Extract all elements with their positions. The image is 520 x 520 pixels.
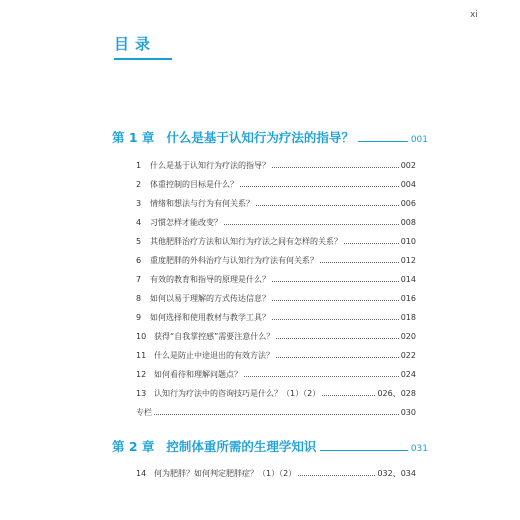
entry-leader <box>256 205 399 206</box>
entry-title: 情绪和想法与行为有何关系？ <box>150 199 254 208</box>
toc-entry-3[interactable] <box>136 198 416 209</box>
entry-leader <box>272 281 399 282</box>
entry-number: 9 <box>136 313 142 322</box>
entry-page: 016 <box>400 294 416 303</box>
entry-number: 7 <box>136 275 142 284</box>
entry-page: 002 <box>400 161 416 170</box>
entry-page: 010 <box>400 237 416 246</box>
toc-entry-7[interactable] <box>136 274 416 285</box>
entry-page: 008 <box>400 218 416 227</box>
toc-entry-9[interactable] <box>136 312 416 323</box>
entry-title: 其他肥胖治疗方法和认知行为疗法之间有怎样的关系？ <box>150 237 342 246</box>
entry-leader <box>240 186 399 187</box>
entry-number: 4 <box>136 218 142 227</box>
chapter-page: 031 <box>410 444 428 454</box>
entry-number: 11 <box>136 351 147 360</box>
toc-entry-14[interactable] <box>136 468 416 479</box>
entry-page: 004 <box>400 180 416 189</box>
chapter-label: 第 1 章 <box>112 130 155 145</box>
entry-leader <box>276 357 399 358</box>
toc-entry-12[interactable] <box>136 369 416 380</box>
chapter-title: 什么是基于认知行为疗法的指导？ <box>166 130 354 145</box>
entry-page: 014 <box>400 275 416 284</box>
toc-entry-column[interactable] <box>136 407 416 418</box>
entry-page: 026、028 <box>377 389 416 398</box>
chapter-1-heading[interactable] <box>112 128 428 146</box>
entry-page: 012 <box>400 256 416 265</box>
entry-leader <box>320 262 399 263</box>
toc-entry-1[interactable] <box>136 160 416 171</box>
entry-title: 认知行为疗法中的咨询技巧是什么？（1）（2） <box>154 389 321 398</box>
entry-number: 8 <box>136 294 142 303</box>
toc-entry-8[interactable] <box>136 293 416 304</box>
entry-number: 13 <box>136 389 147 398</box>
toc-title: 目录 <box>114 35 157 53</box>
entry-title: 如何以易于理解的方式传达信息？ <box>150 294 270 303</box>
entry-title: 什么是基于认知行为疗法的指导？ <box>150 161 270 170</box>
entry-number: 3 <box>136 199 142 208</box>
entry-number: 5 <box>136 237 142 246</box>
entry-number: 1 <box>136 161 142 170</box>
toc-entry-4[interactable] <box>136 217 416 228</box>
toc-entry-5[interactable] <box>136 236 416 247</box>
entry-page: 018 <box>400 313 416 322</box>
entry-leader <box>224 224 399 225</box>
entry-number: 2 <box>136 180 142 189</box>
entry-title: 重度肥胖的外科治疗与认知行为疗法有何关系？ <box>150 256 318 265</box>
entry-number: 6 <box>136 256 142 265</box>
entry-title: 如何选择和使用教材与教学工具？ <box>150 313 270 322</box>
chapter-2-heading[interactable] <box>112 437 428 455</box>
entry-number: 10 <box>136 332 147 341</box>
chapter-title: 控制体重所需的生理学知识 <box>166 439 317 454</box>
entry-number: 12 <box>136 370 147 379</box>
entry-page: 024 <box>400 370 416 379</box>
toc-entry-10[interactable] <box>136 331 416 342</box>
entry-page: 032、034 <box>377 469 416 478</box>
entry-page: 020 <box>400 332 416 341</box>
chapter-page: 001 <box>410 135 428 145</box>
entry-page: 022 <box>400 351 416 360</box>
entry-title: 如何看待和理解问题点？ <box>154 370 242 379</box>
entry-leader <box>344 243 399 244</box>
entry-title: 获得“自我掌控感”需要注意什么？ <box>154 332 275 341</box>
entry-leader <box>272 167 399 168</box>
entry-leader <box>154 414 399 415</box>
entry-leader <box>272 300 399 301</box>
toc-entry-6[interactable] <box>136 255 416 266</box>
entry-title: 何为肥胖？如何判定肥胖症？（1）（2） <box>154 469 297 478</box>
entry-leader <box>322 395 375 396</box>
toc-entry-2[interactable] <box>136 179 416 190</box>
entry-leader <box>272 319 399 320</box>
entry-leader <box>244 376 399 377</box>
entry-number: 14 <box>136 469 147 478</box>
entry-title: 有效的教育和指导的原理是什么？ <box>150 275 270 284</box>
entry-title: 体重控制的目标是什么？ <box>150 180 238 189</box>
page-number: xi <box>470 10 478 20</box>
chapter-leader-line <box>320 450 407 451</box>
entry-title: 什么是防止中途退出的有效方法？ <box>154 351 274 360</box>
chapter-label: 第 2 章 <box>112 439 155 454</box>
entry-title: 专栏 <box>136 408 152 417</box>
toc-title-underline <box>114 58 172 60</box>
entry-page: 030 <box>400 408 416 417</box>
toc-entry-11[interactable] <box>136 350 416 361</box>
entry-leader <box>298 475 375 476</box>
entry-title: 习惯怎样才能改变？ <box>150 218 222 227</box>
chapter-leader-line <box>358 141 408 142</box>
entry-page: 006 <box>400 199 416 208</box>
entry-leader <box>276 338 398 339</box>
toc-entry-13[interactable] <box>136 388 416 399</box>
